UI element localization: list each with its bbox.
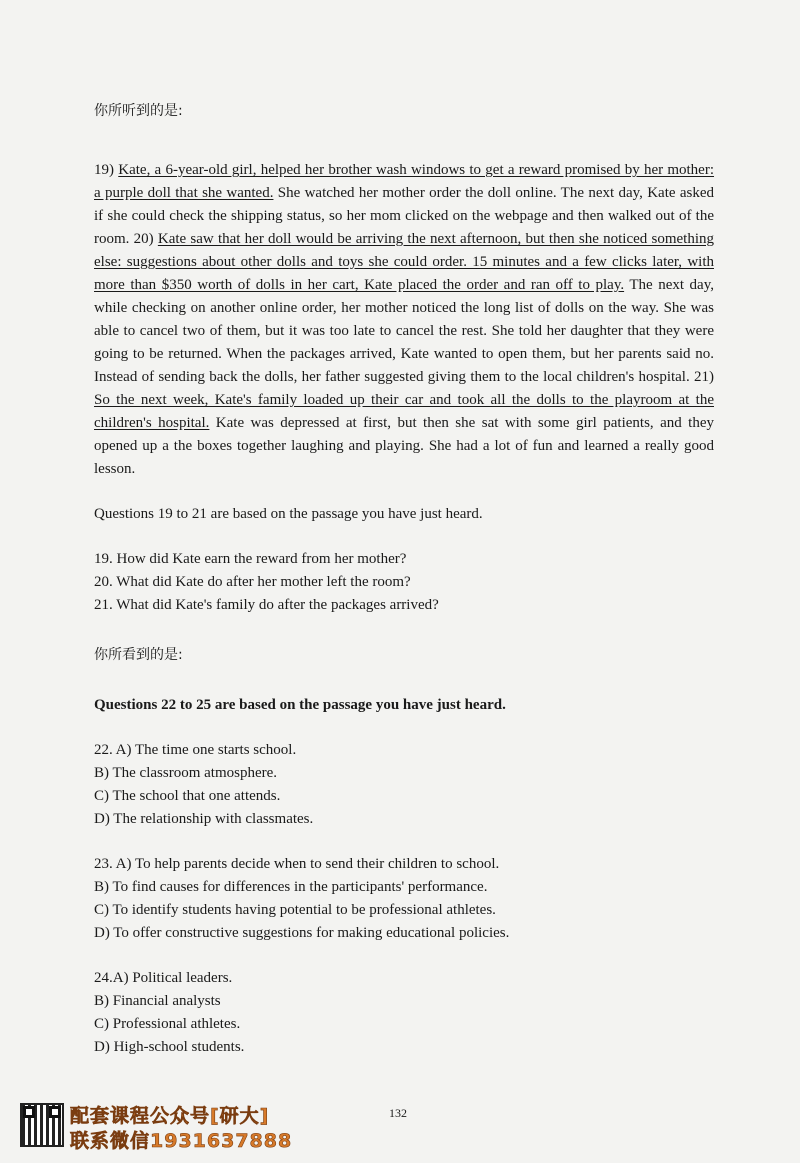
passage-text-2: The next day, while checking on another online order, her mother noticed the long list of dolls on the way. She was able to cancel two of them, but it was too late to cancel the rest. She told her daughter that they were going to be returned. When the packages arrived, Kate wanted to open them, but her parents said no. Instead of sending back the dolls, her father suggested giving them to the local children's hospital. [94,277,714,385]
q24-option-b: B) Financial analysts [94,993,221,1009]
q24-option-d: D) High-school students. [94,1039,245,1055]
q22-option-c: C) The school that one attends. [94,788,281,804]
passage-text-3: Kate was depressed at first, but then she sat with some girl patients, and they opened up a the boxes together laughing and playing. She had a lot of fun and learned a really good lesson. [94,415,714,477]
q22-option-d: D) The relationship with classmates. [94,811,314,827]
watermark-line-1: 配套课程公众号[研大] [70,1105,270,1127]
q23-option-c: C) To identify students having potential to be professional athletes. [94,902,496,918]
q23-option-b: B) To find causes for differences in the participants' performance. [94,879,488,895]
question-21: 21. What did Kate's family do after the packages arrived? [94,597,439,613]
q23-option-a: 23. A) To help parents decide when to send their children to school. [94,856,500,872]
listening-heading: 你所听到的是: [94,103,183,119]
listening-passage [94,159,714,481]
watermark-line-2: 联系微信1931637888 [70,1130,293,1152]
underlined-answer-20: Kate saw that her doll would be arriving the next afternoon, but then she noticed something else: suggestions about other dolls and toys she could order. 15 minutes and a few clicks later, with more than $350 worth of dolls in her cart, Kate placed the order and ran off to play. [94,231,714,293]
reading-heading: 你所看到的是: [94,647,183,663]
q24-option-a: 24.A) Political leaders. [94,970,233,986]
question-19: 19. How did Kate earn the reward from her mother? [94,551,407,567]
q24-option-c: C) Professional athletes. [94,1016,241,1032]
marker-21: 21) [694,369,714,385]
page-content [94,100,714,1059]
question-20: 20. What did Kate do after her mother left the room? [94,574,411,590]
q22-option-a: 22. A) The time one starts school. [94,742,297,758]
underlined-answer-21: So the next week, Kate's family loaded up their car and took all the dolls to the playroom at the children's hospital. [94,392,714,431]
marker-20: 20) [133,231,158,247]
q23-option-d: D) To offer constructive suggestions for making educational policies. [94,925,510,941]
questions-intro: Questions 19 to 21 are based on the passage you have just heard. [94,506,483,522]
q22-option-b: B) The classroom atmosphere. [94,765,278,781]
marker-19: 19) [94,162,119,178]
section-title: Questions 22 to 25 are based on the passage you have just heard. [94,697,506,713]
passage-text-1: She watched her mother order the doll online. The next day, Kate asked if she could check the shipping status, so her mom clicked on the webpage and then walked out of the room. [94,185,714,247]
page-number: 132 [389,1106,407,1120]
underlined-answer-19: Kate, a 6-year-old girl, helped her brother wash windows to get a reward promised by her mother: a purple doll that she wanted. [94,162,715,201]
qr-code-icon [20,1103,64,1147]
